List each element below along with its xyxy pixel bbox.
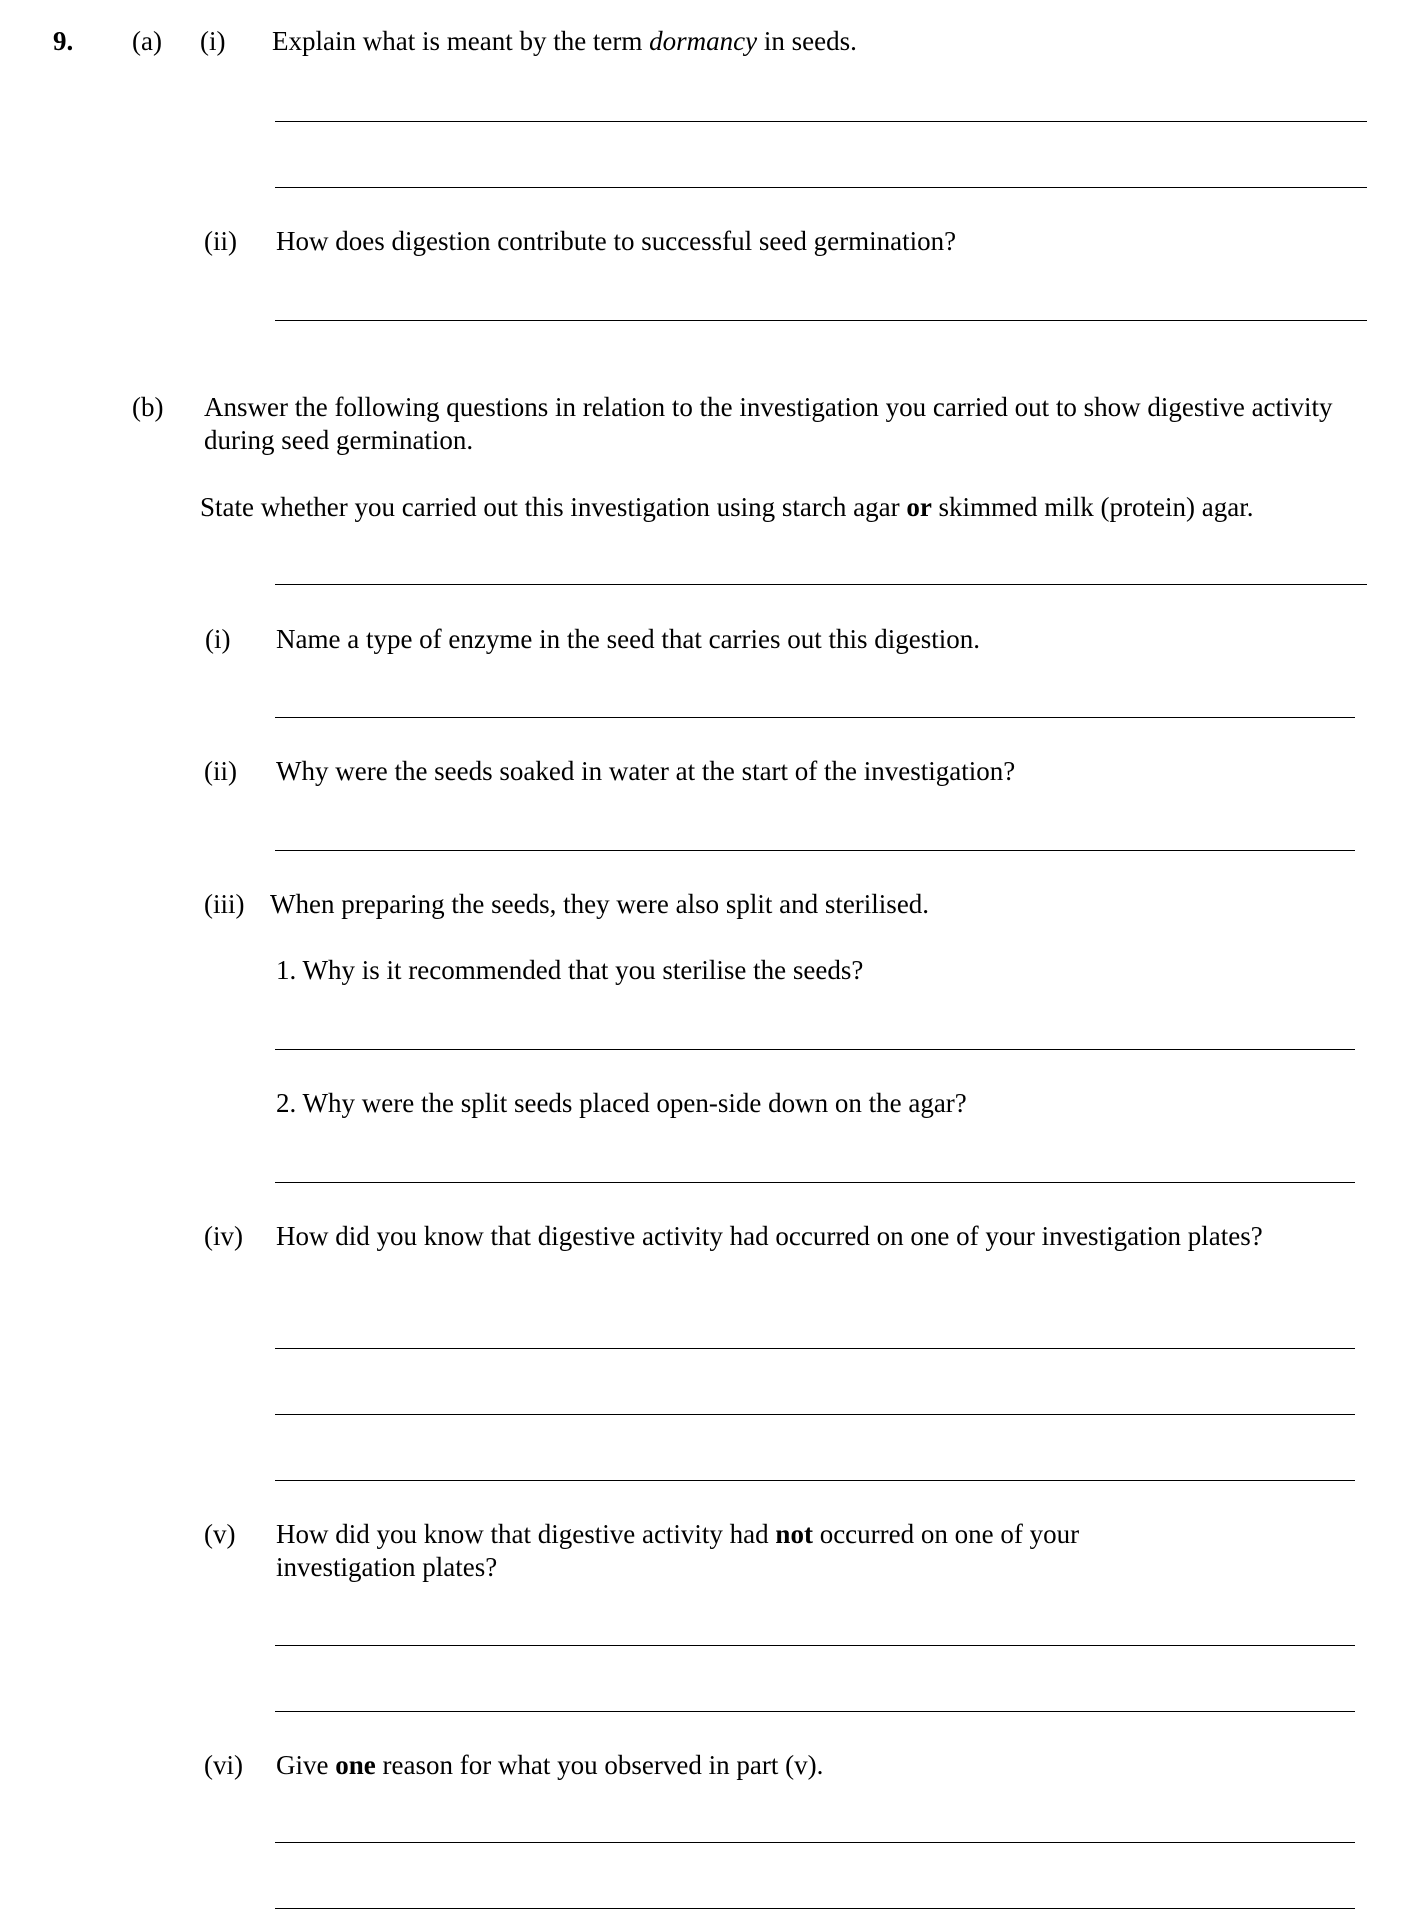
part-b-ii-label: (ii) <box>204 756 237 786</box>
part-b-iv-label: (iv) <box>204 1221 243 1251</box>
answer-line[interactable] <box>275 717 1355 718</box>
part-b-i-label: (i) <box>205 624 231 654</box>
part-b-i-question: Name a type of enzyme in the seed that carries out this digestion. <box>276 624 981 654</box>
part-b-iii-sub1: 1. Why is it recommended that you sterilise the seeds? <box>276 955 864 985</box>
part-a-i-label: (i) <box>200 26 226 56</box>
answer-line[interactable] <box>275 1842 1355 1843</box>
answer-line[interactable] <box>275 1182 1355 1183</box>
part-b-ii-question: Why were the seeds soaked in water at the start of the investigation? <box>276 756 1016 786</box>
part-b-state-question: State whether you carried out this investigation using starch agar or skimmed milk (protein) agar. <box>200 492 1254 522</box>
part-a-i-question: Explain what is meant by the term dormancy in seeds. <box>272 26 857 56</box>
question-number: 9. <box>53 26 74 56</box>
part-b-iii-sub2: 2. Why were the split seeds placed open-side down on the agar? <box>276 1088 967 1118</box>
answer-line[interactable] <box>275 320 1367 321</box>
answer-line[interactable] <box>275 1348 1355 1349</box>
part-b-iii-question: When preparing the seeds, they were also split and sterilised. <box>270 889 930 919</box>
term-dormancy: dormancy <box>649 26 758 56</box>
answer-line[interactable] <box>275 1908 1355 1909</box>
answer-line[interactable] <box>275 121 1367 122</box>
part-b-v-label: (v) <box>204 1519 236 1549</box>
part-b-intro: Answer the following questions in relation to the investigation you carried out to show digestive activity during seed germination. <box>204 392 1333 455</box>
part-b-vi-label: (vi) <box>204 1750 243 1780</box>
part-a-ii-question: How does digestion contribute to successful seed germination? <box>276 226 957 256</box>
answer-line[interactable] <box>275 187 1367 188</box>
part-a-label: (a) <box>132 26 162 56</box>
part-b-iii-label: (iii) <box>204 889 245 919</box>
answer-line[interactable] <box>275 584 1367 585</box>
answer-line[interactable] <box>275 1645 1355 1646</box>
part-b-vi-question: Give one reason for what you observed in part (v). <box>276 1750 824 1780</box>
answer-line[interactable] <box>275 1414 1355 1415</box>
answer-line[interactable] <box>275 1049 1355 1050</box>
part-a-ii-label: (ii) <box>204 226 237 256</box>
part-b-iv-question: How did you know that digestive activity had occurred on one of your investigation plates? <box>276 1221 1263 1251</box>
part-b-v-question: How did you know that digestive activity had not occurred on one of your investigation plates? <box>276 1519 1080 1582</box>
answer-line[interactable] <box>275 1480 1355 1481</box>
answer-line[interactable] <box>275 850 1355 851</box>
answer-line[interactable] <box>275 1711 1355 1712</box>
part-b-label: (b) <box>132 392 164 422</box>
